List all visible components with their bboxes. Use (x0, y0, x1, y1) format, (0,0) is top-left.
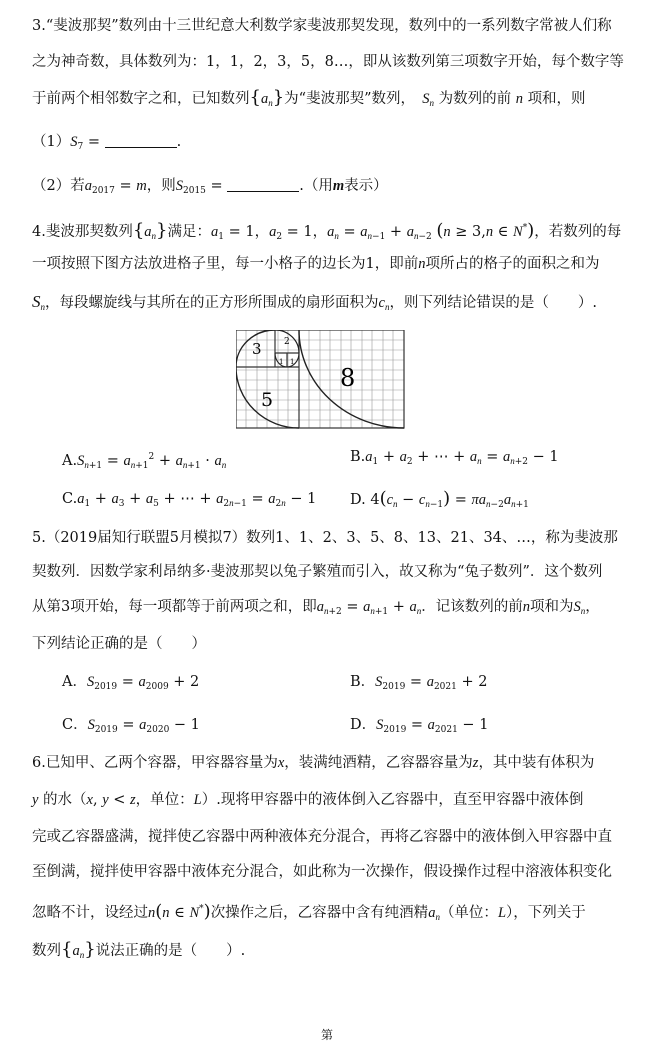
q4-line-2: 一项按照下图方法放进格子里，每一小格子的边长为1，即前n项所占的格子的面积之和为 (32, 256, 600, 272)
q5-option-d[interactable]: D．$S_{2019} = a_{2021} - 1$ (350, 717, 489, 735)
q3-line-1: 3.“斐波那契”数列由十三世纪意大利数学家斐波那契发现，数列中的一系列数字常被人们称 (32, 18, 612, 34)
q5-line-1: 5.（2019届知行联盟5月模拟7）数列1、1、2、3、5、8、13、21、34、…，称为斐波那 (32, 530, 618, 546)
q5-option-b[interactable]: B．$S_{2019} = a_{2021} + 2$ (350, 674, 488, 692)
label-2: 2 (284, 337, 290, 347)
page-number-label: 第 (320, 1028, 333, 1042)
q5-line-4: 下列结论正确的是（ ） (32, 636, 206, 652)
q3-part-1: $(1)S_7$ = . (32, 134, 182, 152)
page-footer (0, 1026, 654, 1043)
q3-part-2: （2）若$a_{2017} = m$，则$S_{2015}$ = .（用m表示） (32, 178, 388, 196)
q5-option-a[interactable]: A．$S_{2019} = a_{2009} + 2$ (62, 674, 200, 692)
q4-option-a[interactable]: $A.S_{n+1} = a_{n+1}^2 + a_{n+1} \cdot a_n$ (62, 452, 227, 471)
q6-line-1: 6.已知甲、乙两个容器，甲容器容量为x，装满纯酒精，乙容器容量为z，其中装有体积为 (32, 755, 595, 771)
label-3: 3 (252, 340, 262, 358)
q6-line-2: y 的水（x, y < z，单位：L）.现将甲容器中的液体倒入乙容器中，直至甲容器中液体倒 (32, 792, 584, 808)
q4-option-b[interactable]: $B.a_1 + a_2$ + ⋯ + $a_n = a_{n+2} - 1$ (350, 449, 559, 467)
q5-line-2: 契数列．因数学家利昂纳多·斐波那契以兔子繁殖而引入，故又称为“兔子数列”．这个数列 (32, 564, 603, 580)
answer-blank-s7[interactable] (105, 133, 177, 148)
label-1b: 1 (290, 358, 295, 366)
label-8: 8 (340, 364, 356, 392)
answer-blank-s2015[interactable] (227, 177, 299, 192)
q4-option-c[interactable]: $C.a_1 + a_3 + a_5$ + ⋯ + $a_{2n-1} = a_{2n} - 1$ (62, 491, 317, 509)
q6-line-6: 数列$\{a_n\}$说法正确的是（ ）. (32, 939, 246, 960)
q5-line-3: 从第3项开始，每一项都等于前两项之和，即$a_{n+2} = a_{n+1} + a_n$．记该数列的前n项和为$S_n$， (32, 599, 600, 617)
fibonacci-spiral-figure (236, 330, 406, 430)
q5-option-c[interactable]: C．$S_{2019} = a_{2020} - 1$ (62, 717, 200, 735)
q4-line-1: 4.斐波那契数列$\{a_n\}$满足：$a_1 = 1$，$a_2 = 1$，$a_n = a_{n-1} + a_{n-2}$ (n ≥ 3,n ∈ N*)，若数列的每 (32, 220, 622, 242)
label-5: 5 (261, 389, 274, 411)
q6-line-3: 完或乙容器盛满，搅拌使乙容器中两种液体充分混合，再将乙容器中的液体倒入甲容器中直 (32, 829, 612, 845)
q3-line-2: 之为神奇数，具体数列为：1，1，2，3，5，8…，即从该数列第三项数字开始，每个数字等 (32, 54, 624, 70)
q4-line-3: $S_n$，每段螺旋线与其所在的正方形所围成的扇形面积为$c_n$，则下列结论错误的是（ ）. (32, 292, 598, 312)
q4-option-d[interactable]: D. $4(c_n - c_{n-1}) = \pi a_{n-2}a_{n+1}$ (350, 488, 529, 510)
q6-line-5: 忽略不计，设经过n(n ∈ N*)次操作之后，乙容器中含有纯酒精$a_n$（单位：L），下列关于 (32, 901, 586, 922)
q3-line-3: 于前两个相邻数字之和，已知数列$\{a_n\}$为“斐波那契”数列， $S_n$ 为数列的前 n 项和，则 (32, 87, 586, 108)
q6-line-4: 至倒满，搅拌使甲容器中液体充分混合，如此称为一次操作，假设操作过程中溶液体积变化 (32, 864, 612, 880)
label-1a: 1 (279, 358, 284, 366)
